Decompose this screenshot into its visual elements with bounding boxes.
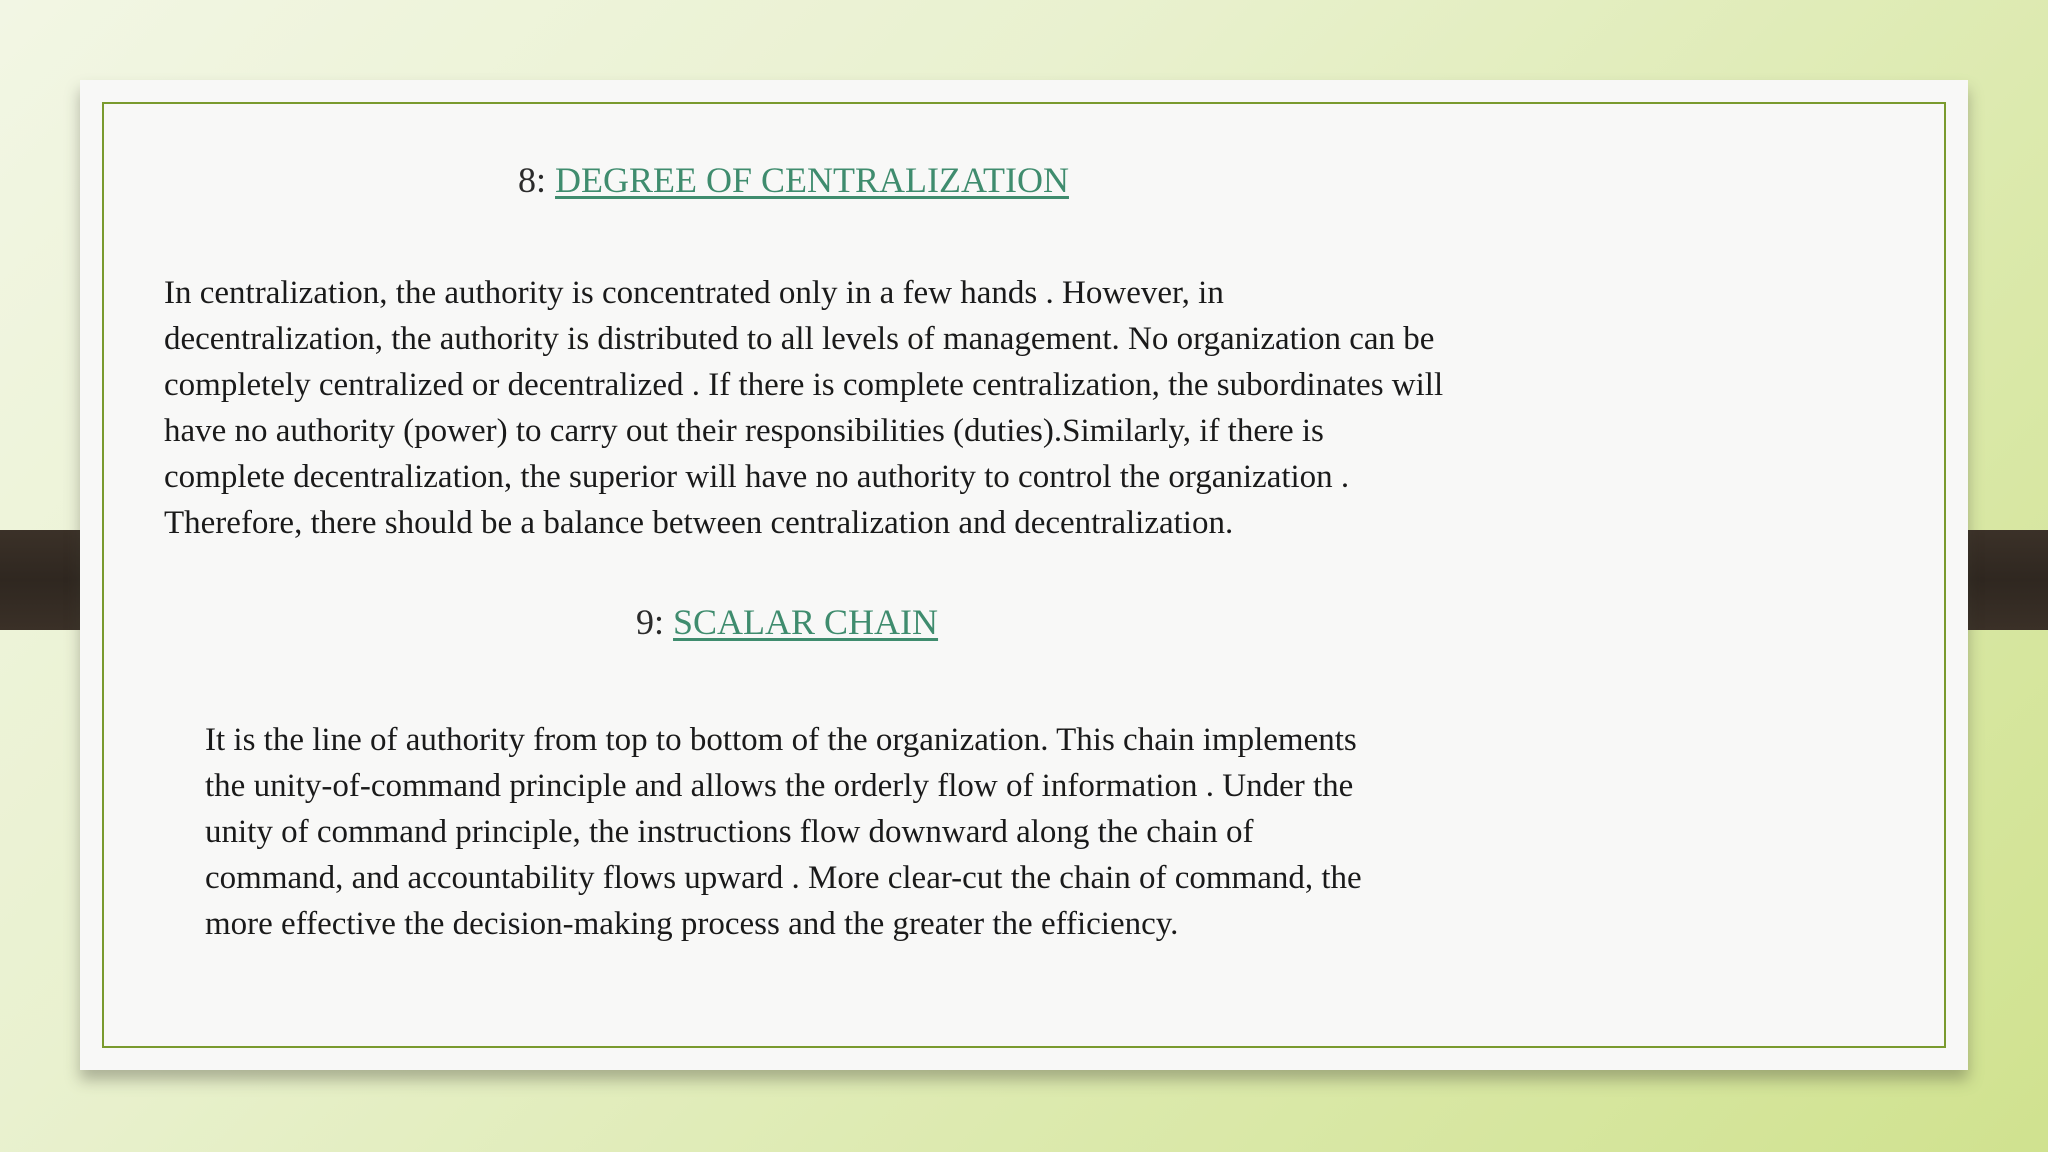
section-9-paragraph (205, 717, 1362, 947)
section-8-heading (518, 162, 1069, 198)
paragraph-line: unity of command principle, the instructions flow downward along the chain of (205, 814, 1254, 850)
section-9-number: 9: (636, 602, 665, 642)
paragraph-line: In centralization, the authority is concentrated only in a few hands . However, in (164, 275, 1224, 311)
paragraph-line: It is the line of authority from top to bottom of the organization. This chain implements (205, 722, 1357, 758)
paragraph-line: completely centralized or decentralized . If there is complete centralization, the subordinates will (164, 367, 1444, 403)
paragraph-line: Therefore, there should be a balance between centralization and decentralization. (164, 505, 1234, 541)
paragraph-line: the unity-of-command principle and allows the orderly flow of information . Under the (205, 768, 1354, 804)
paragraph-line: complete decentralization, the superior will have no authority to control the organization . (164, 459, 1350, 495)
paragraph-line: command, and accountability flows upward . More clear-cut the chain of command, the (205, 860, 1362, 896)
section-8-paragraph (164, 270, 1443, 546)
section-9-heading (636, 604, 938, 640)
section-8-number: 8: (518, 160, 547, 200)
paragraph-line: have no authority (power) to carry out their responsibilities (duties).Similarly, if there is (164, 413, 1324, 449)
section-8-title-link[interactable]: DEGREE OF CENTRALIZATION (555, 160, 1069, 200)
section-9-title-link[interactable]: SCALAR CHAIN (673, 602, 939, 642)
paragraph-line: decentralization, the authority is distributed to all levels of management. No organization can be (164, 321, 1435, 357)
paragraph-line: more effective the decision-making process and the greater the efficiency. (205, 906, 1179, 942)
